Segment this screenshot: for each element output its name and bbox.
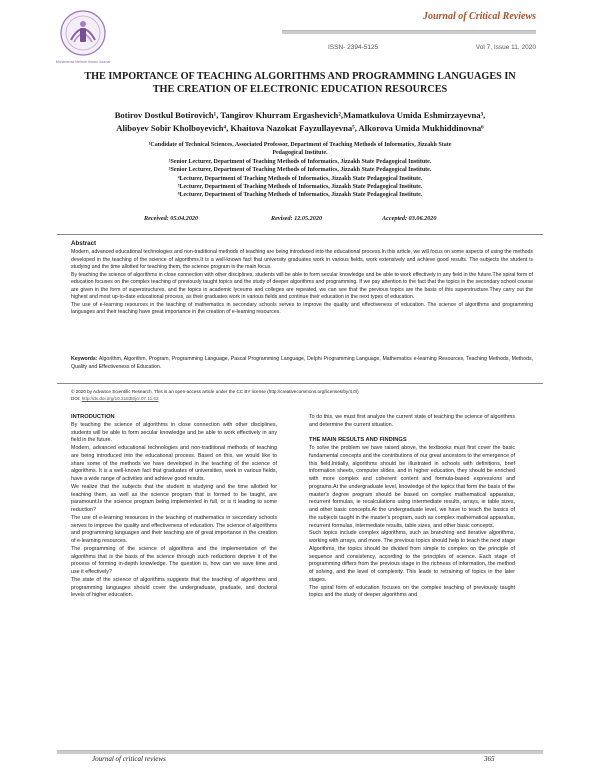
affiliations	[90, 141, 510, 200]
body-paragraph: We realize that the subjects that the student is studying and the time allotted for teaching them, as well as the science program that is formed to be taught, are paramount.Is the science program being implemented in full, or is it leading to some reduction?	[71, 483, 277, 513]
section-heading: INTRODUCTION	[71, 414, 115, 420]
keywords-text: Algorithm, Algorithm, Program, Programming Language, Pascal Programming Language, Delphi Programming Language, Mathematics e-learning Resources, Teaching Methods, Methods, Quality and Effectiveness of Education.	[71, 356, 533, 370]
title-line: THE IMPORTANCE OF TEACHING ALGORITHMS AND PROGRAMMING LANGUAGES IN	[84, 71, 516, 82]
copyright-notice	[71, 389, 533, 402]
logo-caption: Mohammad Mehedi Hasan Journal	[55, 60, 111, 64]
abstract-paragraph: Modern, advanced educational technologies and non-traditional methods of teaching are being introduced into the educational process.In this article, we will focus on some aspects of using the methods developed in the teaching of the science of algorithms.It is a well-known fact that university graduates work in various fields, work extensively and achieve good results. The subjects the student is studying and the time allotted for teaching them, the science program is the main focus.	[71, 249, 533, 270]
body-paragraph: Modern, advanced educational technologies and non-traditional methods of teaching are being introduced into the educational process. Based on this, we would like to share some of the methods we have developed in the teaching of the science of algorithms. It is a well-known fact that graduates of universities, work in various fields, have a wide range of activities and achieve good results.	[71, 445, 277, 482]
footer-journal: Journal of critical reviews	[92, 755, 166, 763]
paragraph-gap	[309, 430, 515, 438]
authors-line: Botirov Dostkul Botirovich¹, Tangirov Khurram Ergashevich²,Mamatkulova Umida Eshmirzayevna³,	[114, 110, 486, 120]
abstract-paragraph: The use of e-learning resources in the teaching of mathematics in secondary schools serves to improve the quality and effectiveness of education. The science of algorithms and programming languages and their teaching have great importance in the creation of e-learning resources.	[71, 301, 533, 315]
affiliation: ⁴Lecturer, Department of Teaching Methods of Informatics, Jizzakh State Pedagogical Institute.	[177, 175, 423, 182]
abstract-paragraph: By teaching the science of algorithms in close connection with other disciplines, students will be able to form secular knowledge and be able to work effectively in any field in the future.The spiral form of education focuses on the complex teaching of previously taught topics and the study of deeper algorithms and programming. If we pay attention to the fact that the topics in the secondary school course are given in the form of superstructures, and the topics in academic lyceums and colleges are repeated, we can see that the previous topics are the basis of this superstructure.They carry out the highest and most up-to-date educational process, as their graduates work in various fields and continue their education in the next types of education.	[71, 271, 533, 300]
body-column-right	[309, 414, 515, 600]
authors-line: Aliboyev Sobir Kholboyevich⁴, Khaitova Nazokat Fayzullayevna⁵, Alkorova Umida Mukhiddinovna⁶	[116, 122, 484, 133]
journal-logo-icon	[58, 8, 108, 60]
affiliation: ⁵Lecturer, Department of Teaching Methods of Informatics, Jizzakh State Pedagogical Institute.	[177, 184, 423, 191]
doi-label: DOI:	[71, 395, 82, 401]
doi-line	[71, 396, 533, 403]
doi-link[interactable]: http://dx.doi.org/10.31838/jcr.07.11.63	[81, 395, 159, 401]
header-rule	[282, 30, 536, 34]
title-line: THE CREATION OF ELECTRONIC EDUCATION RESOURCES	[152, 83, 448, 95]
abstract-heading: Abstract	[71, 240, 97, 247]
affiliation: ⁶Lecturer, Department of Teaching Methods of Informatics, Jizzakh State Pedagogical Institute.	[177, 192, 423, 199]
body-paragraph: The use of e-learning resources in the teaching of mathematics in secondary schools serves to improve the quality and effectiveness of education. The science of algorithms and programming languages and their teaching are of great importance in the creation of e-learning resources.	[71, 514, 277, 544]
page-number: 365	[484, 755, 495, 763]
received-date: Received: 05.04.2020	[144, 215, 199, 222]
journal-title: Journal of Critical Reviews	[422, 11, 536, 22]
abstract-body	[71, 249, 533, 317]
accepted-date: Accepted: 03.06.2020	[382, 215, 437, 222]
footer-rule	[57, 750, 543, 754]
revised-date: Revised: 12.05.2020	[271, 215, 323, 222]
body-paragraph: To do this, we must first analyze the current state of teaching the science of algorithms and determine the current situation.	[309, 414, 515, 428]
body-paragraph: The programming of the science of algorithms and the implementation of the algorithms that is the basis of the science through such reductions deprive it of the process of forming in-depth knowledge. The question is, how can we save time and use it effectively?	[71, 545, 277, 575]
volume-issue: Vol 7, Issue 11, 2020	[475, 44, 536, 51]
author-list	[70, 109, 530, 134]
keywords	[71, 356, 533, 371]
affiliation: Pedagogical Institute.	[272, 150, 328, 157]
issn: ISSN- 2394-5125	[328, 44, 379, 51]
body-paragraph: By teaching the science of algorithms in close connection with other disciplines, students will be able to form secular knowledge and be able to work effectively in any field in the future.	[71, 421, 277, 444]
affiliation: ²Senior Lecturer, Department of Teaching Methods of Informatics, Jizzakh State Pedagogical Institute.	[168, 158, 432, 165]
body-paragraph: Such topics include complex algorithms, such as branching and iterative algorithms, working with arrays, and more. The previous topics should help to teach the next stage Algorithms, the topics should be divided from simple to complex on the principle of sequence and consistency, according to the principles of science. Each stage of programming differs from the previous stage in the richness of information, the method of solving, and the level of complexity. This leads to retraining of topics in the later stages.	[309, 530, 515, 583]
affiliation: ¹Candidate of Technical Sciences, Associated Professor, Department of Teaching Methods of Informatics, Jizzakh State	[148, 142, 452, 148]
body-column-left	[71, 414, 277, 600]
journal-logo	[58, 8, 108, 60]
copyright-line: © 2020 by Advance Scientific Research. This is an open-access article under the CC BY license (http://creativecommons.org/licenses/by/4.0/)	[71, 389, 359, 394]
body-paragraph: The spiral form of education focuses on the complex teaching of previously taught topics and the study of deeper algorithms and	[309, 584, 515, 599]
affiliation: ³Senior Lecturer, Department of Teaching Methods of Informatics, Jizzakh State Pedagogical Institute.	[168, 167, 432, 174]
body-paragraph: The state of the science of algorithms suggests that the teaching of algorithms and programming languages should cover the undergraduate, graduate, and doctoral levels of higher education.	[71, 576, 277, 599]
article-title	[60, 71, 540, 96]
body-paragraph: To solve the problem we have raised above, the textbooks must first cover the basic fundamental concepts and the contributions of our great ancestors to the emergence of this field.Initially, algorithms should be illustrated in schools with definitions, brief information sheets, computer slides, and in higher education, they should be enriched with more complex and coherent content and formula-based expressions and programs.At the undergraduate level, knowledge of the topics that form the basis of the master's degree program should be based on complex mathematical apparatus, recurrent formulas, ie recalculations using intermediate results, arrays, ie table sizes, and other basic concepts.At the undergraduate level, we have to teach the basics of the subjects taught in the master's program, such as complex mathematical apparatus, recurrent formulas, intermediate results, table sizes, and other basic concepts.	[309, 445, 515, 529]
keywords-label: Keywords:	[71, 356, 98, 362]
section-heading: THE MAIN RESULTS AND FINDINGS	[309, 437, 407, 444]
